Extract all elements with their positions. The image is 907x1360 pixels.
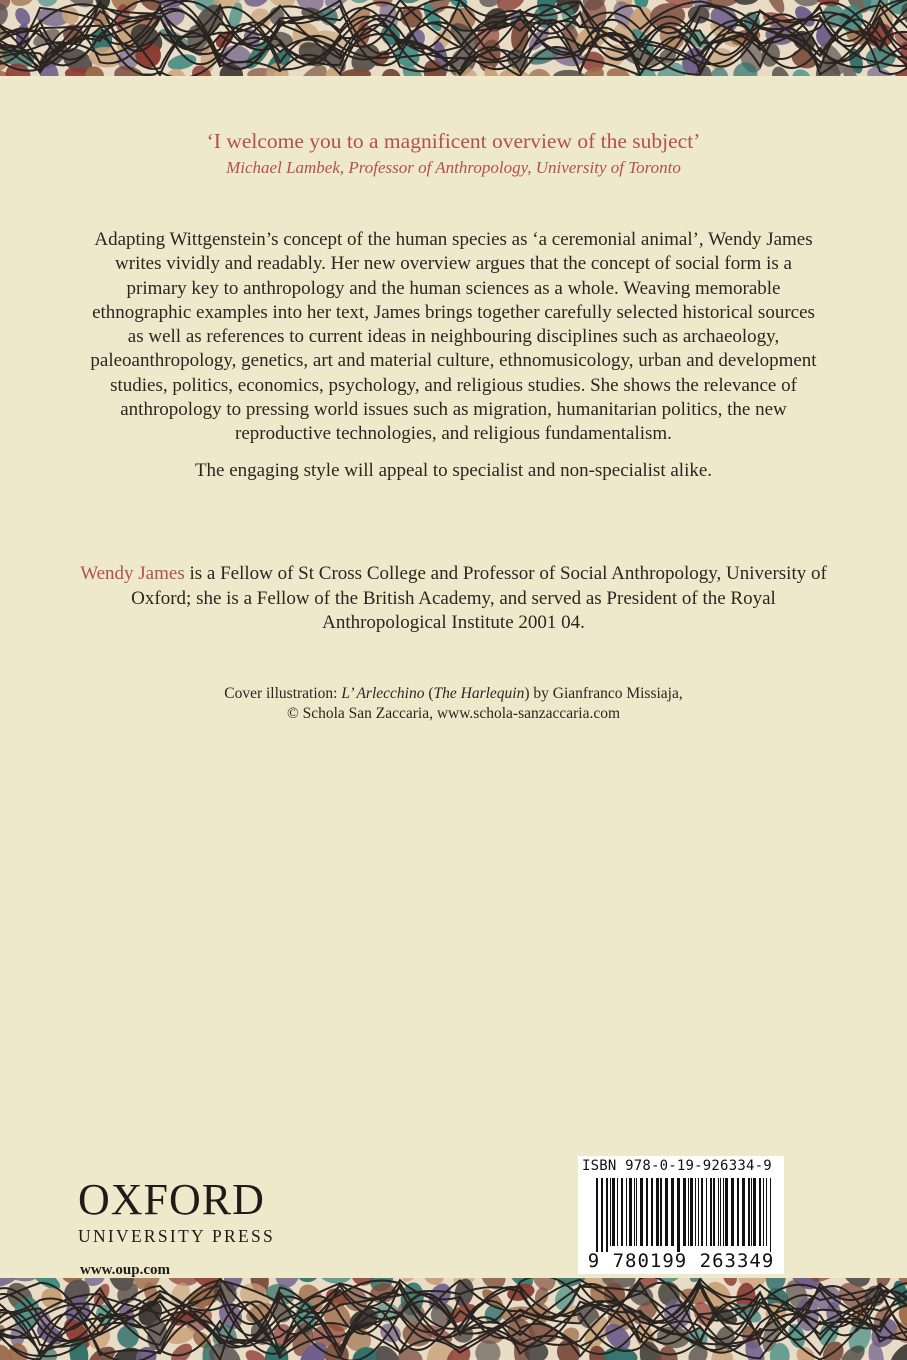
credit-title: L’ Arlecchino <box>341 685 425 702</box>
book-description <box>90 228 817 495</box>
publisher-url: www.oup.com <box>80 1262 171 1278</box>
credit-paren: ( <box>424 685 434 702</box>
publisher-name: OXFORD <box>78 1175 265 1224</box>
barcode-digits: 9 780199 263349 <box>587 1250 775 1272</box>
credit-title-en: The Harlequin <box>433 685 525 702</box>
isbn-label: ISBN 978-0-19-926334-9 <box>582 1158 772 1174</box>
credit-line-2: © Schola San Zaccaria, www.schola-sanzaccaria.com <box>286 705 621 722</box>
publisher-subname: UNIVERSITY PRESS <box>78 1226 276 1246</box>
publisher-logo <box>78 1175 276 1247</box>
harlequin-pattern-top <box>0 0 907 76</box>
harlequin-pattern-bottom <box>0 1278 907 1360</box>
quote-attribution: Michael Lambek, Professor of Anthropology, University of Toronto <box>226 158 681 177</box>
credit-suffix: ) by Gianfranco Missiaja, <box>524 685 683 702</box>
isbn-barcode <box>578 1156 784 1274</box>
endorsement-quote <box>0 126 907 180</box>
author-bio <box>80 562 827 636</box>
description-paragraph: Adapting Wittgenstein’s concept of the human species as ‘a ceremonial animal’, Wendy James writes vividly and readably. Her new overview argues that the concept of social form is a primary key to anthropology and the human sciences as a whole. Weaving memorable ethnographic examples into her text, James brings together carefully selected historical sources as well as references to current ideas in neighbouring disciplines such as archaeology, paleoanthropology, genetics, art and material culture, ethnomusicology, urban and development studies, politics, economics, psychology, and religious studies. She shows the relevance of anthropology to pressing world issues such as migration, humanitarian politics, the new reproductive technologies, and religious fundamentalism. <box>90 229 817 445</box>
author-bio-text: is a Fellow of St Cross College and Professor of Social Anthropology, University of Oxford; she is a Fellow of the British Academy, and served as President of the Royal Anthropological Institute 2001 04. <box>131 563 827 633</box>
credit-line-1 <box>100 684 807 704</box>
author-name: Wendy James <box>80 563 185 584</box>
top-decorative-border <box>0 0 907 76</box>
quote-text: ‘I welcome you to a magnificent overview of the subject’ <box>206 129 701 153</box>
barcode-bars <box>578 1178 784 1252</box>
credit-prefix: Cover illustration: <box>224 685 342 702</box>
description-paragraph: The engaging style will appeal to specialist and non-specialist alike. <box>194 459 713 481</box>
bottom-decorative-border <box>0 1278 907 1360</box>
cover-credit <box>100 684 807 724</box>
